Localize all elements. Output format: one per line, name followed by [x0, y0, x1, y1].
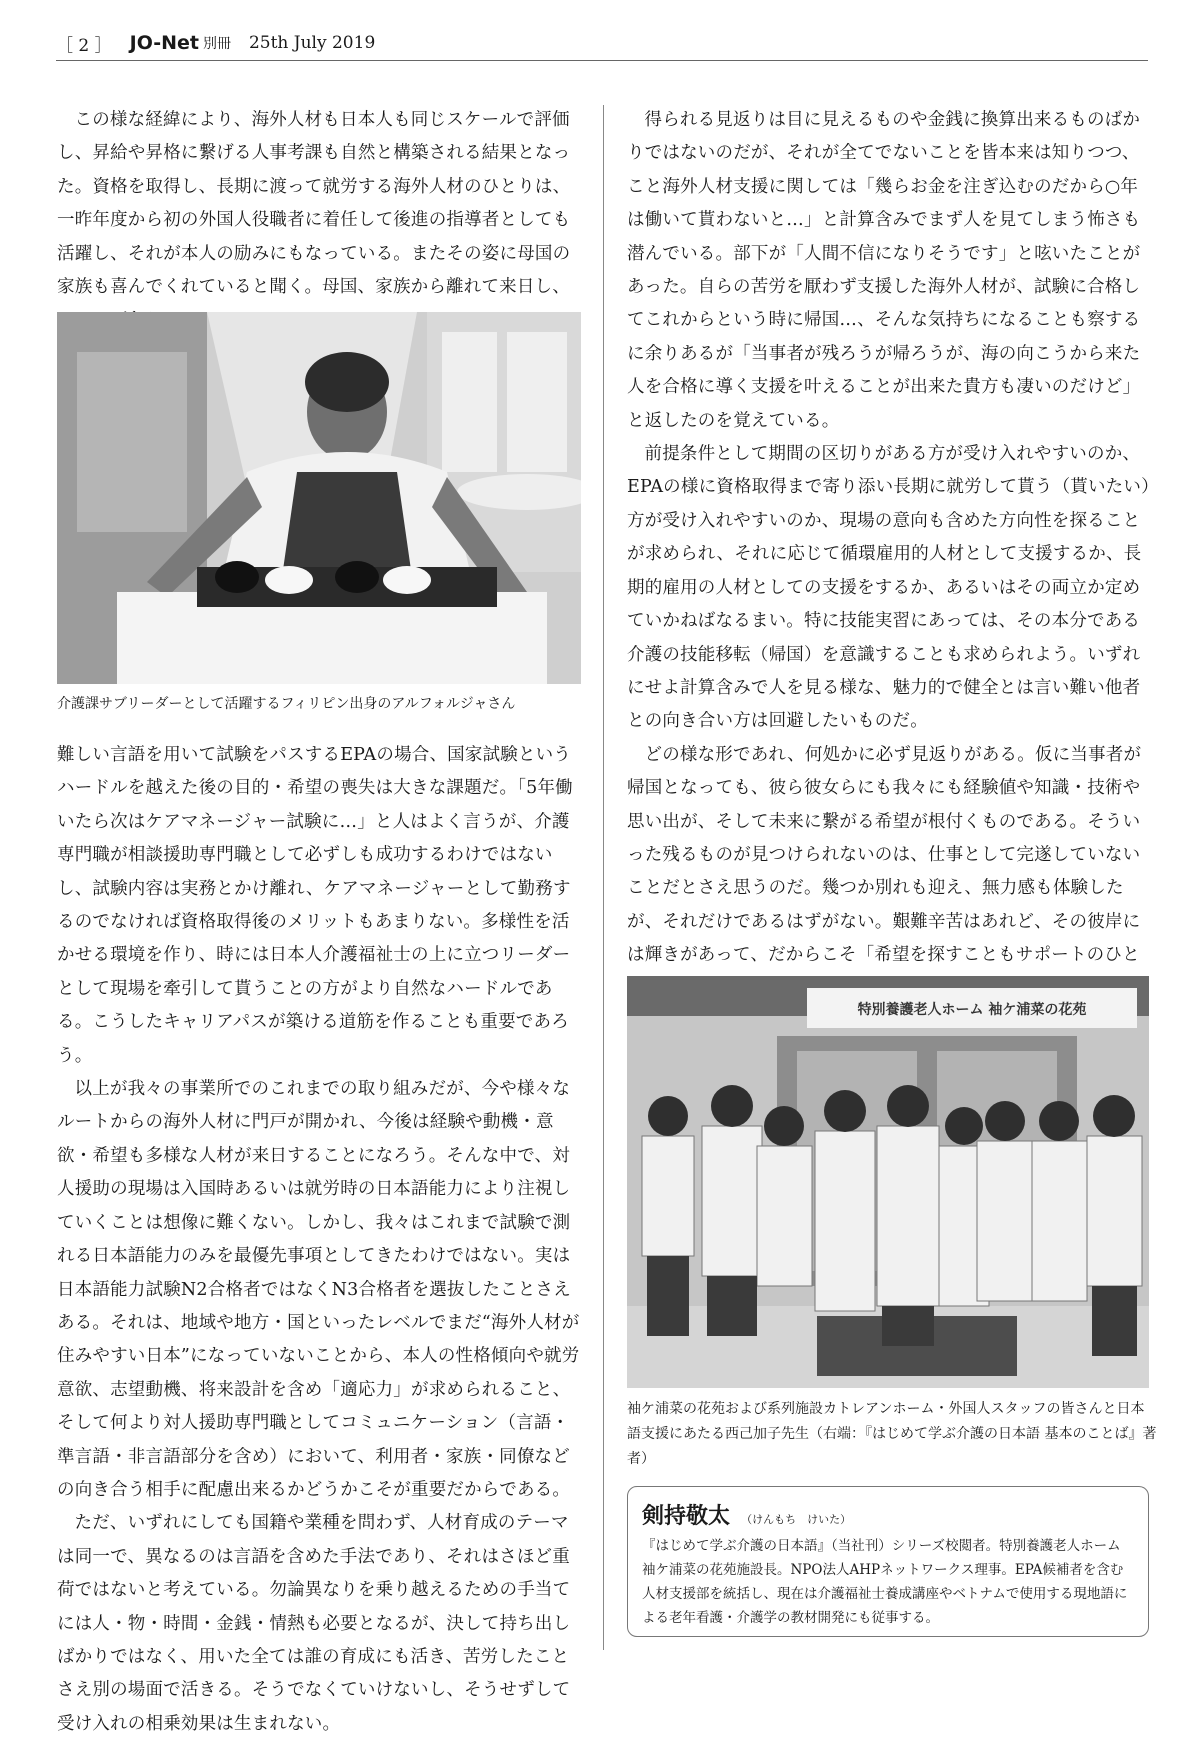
paragraph: 以上が我々の事業所でのこれまでの取り組みだが、今や様々なルートからの海外人材に門戸が開かれ、今後は経験や動機・意欲・希望も多様な人材が来日することになろう。そんな中で、対人援助の現場は入国時あるいは就労時の日本語能力により注視していくことは想像に難くない。しかし、我々はこれまで試験で測れる日本語能力のみを最優先事項としてきたわけではない。実は日本語能力試験N2合格者ではなくN3合格者を選抜したことさえある。それは、地域や地方・国といったレベルでまだ“海外人材が住みやすい日本”になっていないことから、本人の性格傾向や就労意欲、志望動機、将来設計を含め「適応力」が求められること、そして何より対人援助専門職としてコミュニケーション（言語・準言語・非言語部分を含め）において、利用者・家族・同僚などの向き合う相手に配慮出来るかどうかこそが重要だからである。 [57, 1079, 580, 1500]
facility-sign: 特別養護老人ホーム 袖ケ浦菜の花苑 [857, 1002, 1087, 1018]
paragraph: 得られる見返りは目に見えるものや金銭に換算出来るものばかりではないのだが、それが全てでないことを皆本来は知りつつ、こと海外人材支援に関しては「幾らお金を注ぎ込むのだから○年は働いて貰わないと…」と計算含みでまず人を見てしまう怖さも潜んでいる。部下が「人間不信になりそうです」と呟いたことがあった。自らの苦労を厭わず支援した海外人材が、試験に合格してこれからという時に帰国…、そんな気持ちになることも察するに余りあるが「当事者が残ろうが帰ろうが、海の向こうから来た人を合格に導く支援を叶えることが出来た貴方も凄いのだけど」と返したのを覚えている。 [627, 110, 1141, 431]
caregiver-photo-illustration [57, 312, 581, 684]
author-profile [627, 1486, 1149, 1637]
paragraph: この様な経緯により、海外人材も日本人も同じスケールで評価し、昇給や昇格に繋げる人事考課も自然と構築される結果となった。資格を取得し、長期に渡って就労する海外人材のひとりは、一昨年度から初の外国人役職者に着任して後進の指導者としても活躍し、それが本人の励みにもなっている。またその姿に母国の家族も喜んでくれていると聞く。母国、家族から離れて来日し、 [57, 110, 571, 298]
publication-logo-sub: 別冊 [202, 36, 231, 52]
author-name-reading: （けんもち けいた） [741, 1513, 852, 1526]
issue-date: 25th July 2019 [248, 33, 376, 53]
left-column-top [57, 104, 583, 338]
publication-logo: JO-Net [129, 32, 199, 54]
staff-group-photo-illustration [627, 976, 1149, 1388]
header-divider [56, 60, 1148, 61]
author-name: 剣持敬太 [642, 1504, 731, 1529]
caregiver-photo-caption: 介護課サブリーダーとして活躍するフィリピン出身のアルフォルジャさん [57, 696, 516, 712]
left-column-bottom [57, 739, 583, 1741]
caregiver-photo [57, 312, 581, 684]
paragraph: 難しい言語を用いて試験をパスするEPAの場合、国家試験というハードルを越えた後の目的・希望の喪失は大きな課題だ。「5年働いたら次はケアマネージャー試験に…」と人はよく言うが、介護専門職が相談援助専門職として必ずしも成功するわけではないし、試験内容は実務とかけ離れ、ケアマネージャーとして勤務するのでなければ資格取得後のメリットもあまりない。多様性を活かせる環境を作り、時には日本人介護福祉士の上に立つリーダーとして現場を牽引して貰うことの方がより自然なハードルである。こうしたキャリアパスが築ける道筋を作ることも重要であろう。 [57, 745, 573, 1066]
staff-group-photo [627, 976, 1149, 1388]
right-column [627, 104, 1152, 1039]
page-number: ［ 2 ］ [56, 35, 112, 56]
page-header [56, 28, 1148, 58]
paragraph: どの様な形であれ、何処かに必ず見返りがある。仮に当事者が帰国となっても、彼ら彼女らにも我々にも経験値や知識・技術や思い出が、そして未来に繋がる希望が根付くものである。そういった残るものが見つけられないのは、仕事として完遂していないことだとさえ思うのだ。幾つか別れも迎え、無力感も体験したが、それだけであるはずがない。艱難辛苦はあれど、その彼岸には輝きがあって、だからこそ「希望を探すこともサポートのひと [627, 744, 1142, 966]
author-bio: 『はじめて学ぶ介護の日本語』（当社刊）シリーズ校閲者。特別養護老人ホーム袖ケ浦菜の花苑施設長。NPO法人AHPネットワークス理事。EPA候補者を含む人材支援部を統括し、現在は介護福祉士養成講座やベトナムで使用する現地語による老年看護・介護学の教材開発にも従事する。 [642, 1538, 1128, 1626]
paragraph: 前提条件として期間の区切りがある方が受け入れやすいのか、EPAの様に資格取得まで寄り添い長期に就労して貰う（貰いたい）方が受け入れやすいのか、現場の意向も含めた方向性を探ることが求められ、それに応じて循環雇用的人材として支援するか、長期的雇用の人材としての支援をするか、あるいはその両立か定めていかねばなるまい。特に技能実習にあっては、その本分である介護の技能移転（帰国）を意識することも求められよう。いずれにせよ計算含みで人を見る様な、魅力的で健全とは言い難い他者との向き合い方は回避したいものだ。 [627, 444, 1151, 732]
paragraph: ただ、いずれにしても国籍や業種を問わず、人材育成のテーマは同一で、異なるのは言語を含めた手法であり、それはさほど重荷ではないと考えている。勿論異なりを乗り越えるための手当てには人・物・時間・金銭・情熱も必要となるが、決して持ち出しばかりではなく、用いた全ては誰の育成にも活き、苦労したことさえ別の場面で活きる。そうでなくていけないし、そうせずして受け入れの相乗効果は生まれない。 [57, 1513, 571, 1734]
column-divider [603, 105, 604, 1650]
staff-photo-caption: 袖ケ浦菜の花苑および系列施設カトレアンホーム・外国人スタッフの皆さんと日本語支援にあたる西己加子先生（右端：『はじめて学ぶ介護の日本語 基本のことば』著者） [627, 1401, 1157, 1467]
